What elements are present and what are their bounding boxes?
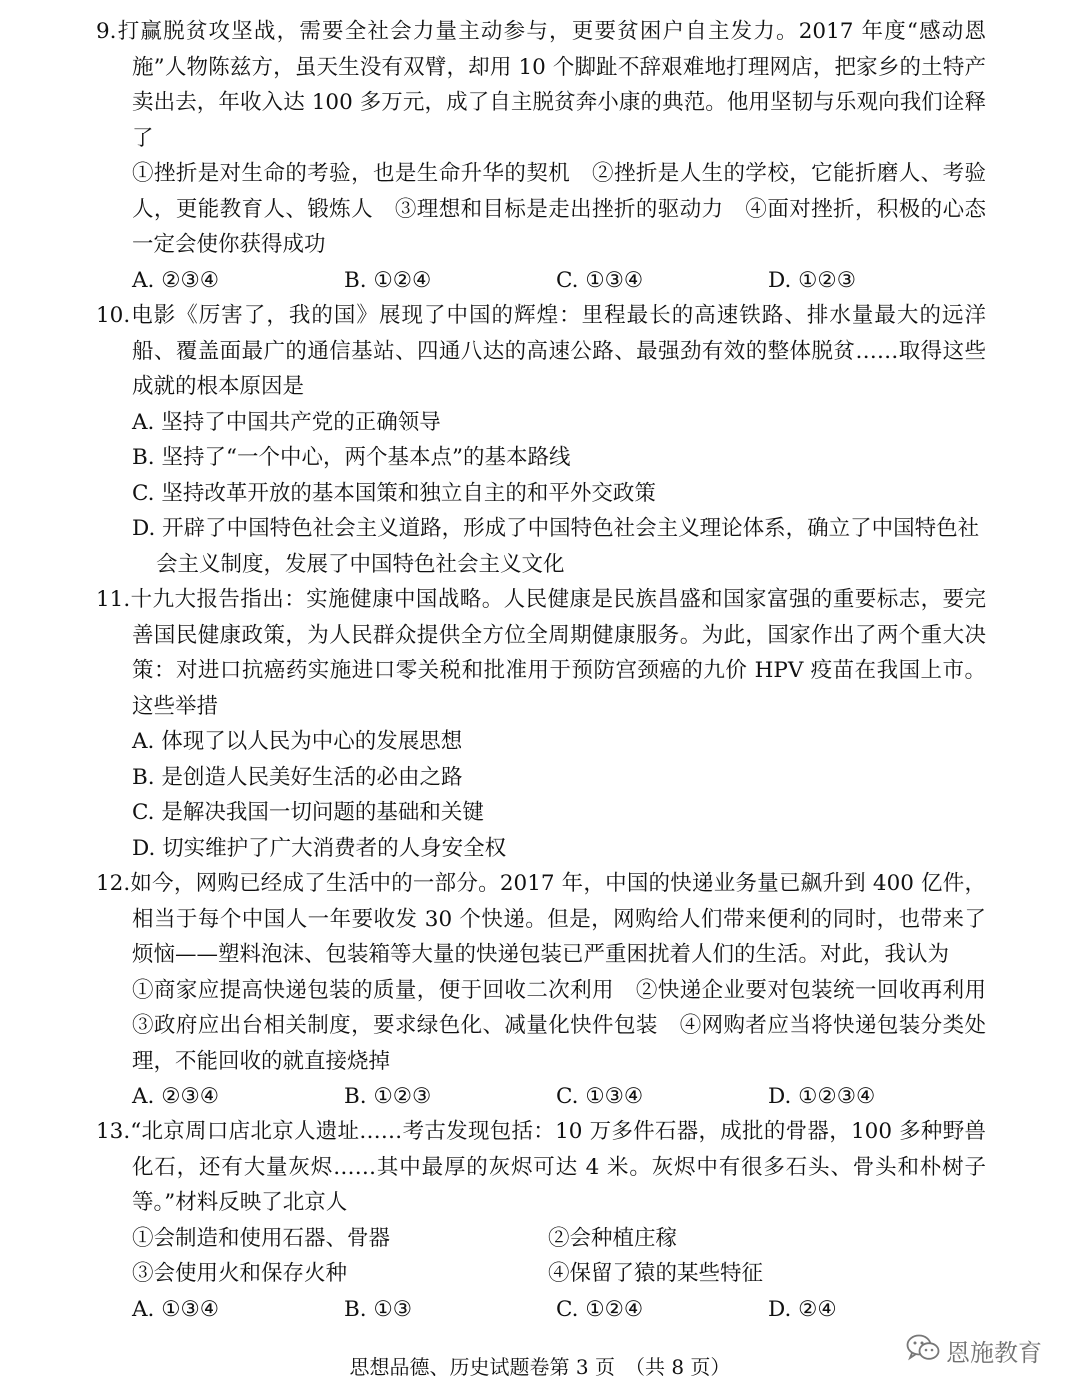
question-statements: ①挫折是对生命的考验，也是生命升华的契机 ②挫折是人生的学校，它能折磨人、考验人，更能教育人、锻炼人 ③理想和目标是走出挫折的驱动力 ④面对挫折，积极的心态一定会使你获得成功 bbox=[132, 161, 986, 257]
option-d[interactable]: D. 开辟了中国特色社会主义道路，形成了中国特色社会主义理论体系，确立了中国特色社会主义制度，发展了中国特色社会主义文化 bbox=[132, 516, 980, 577]
question-stem: 13.“北京周口店北京人遗址……考古发现包括：10 万多件石器，成批的骨器，100 多种野兽化石，还有大量灰烬……其中最厚的灰烬可达 4 米。灰烬中有很多石头、骨头和朴树子等。”材料反映了北京人 bbox=[96, 1119, 986, 1215]
question-stem: 12.如今，网购已经成了生活中的一部分。2017 年，中国的快递业务量已飙升到 400 亿件，相当于每个中国人一年要收发 30 个快递。但是，网购给人们带来便利的同时，也带来了烦恼——塑料泡沫、包装箱等大量的快递包装已严重困扰着人们的生活。对此，我认为 bbox=[96, 871, 986, 967]
option-b[interactable]: B. ①②③ bbox=[344, 1084, 432, 1109]
question-statements: ①商家应提高快递包装的质量，便于回收二次利用 ②快递企业要对包装统一回收再利用 ③政府应出台相关制度，要求绿色化、减量化快件包装 ④网购者应当将快递包装分类处理，不能回收的就直接烧掉 bbox=[132, 977, 1008, 1074]
option-d[interactable]: D. ①②③④ bbox=[768, 1084, 876, 1109]
question-13 bbox=[96, 1114, 986, 1327]
question-stem: 9.打赢脱贫攻坚战，需要全社会力量主动参与，更要贫困户自主发力。2017 年度“感动恩施”人物陈兹方，虽天生没有双臂，却用 10 个脚趾不辞艰难地打理网店，把家乡的土特产卖出去，年收入达 100 多万元，成了自主脱贫奔小康的典范。他用坚韧与乐观向我们诠释了 bbox=[96, 19, 986, 151]
option-c[interactable]: C. ①③④ bbox=[556, 267, 644, 293]
option-a[interactable]: A. ②③④ bbox=[132, 267, 220, 293]
option-b[interactable]: B. 坚持了“一个中心，两个基本点”的基本路线 bbox=[132, 445, 571, 470]
option-d[interactable]: D. ①②③ bbox=[768, 267, 856, 293]
options-row bbox=[96, 263, 986, 299]
option-a[interactable]: A. ②③④ bbox=[132, 1084, 220, 1109]
question-stem: 10.电影《厉害了，我的国》展现了中国的辉煌：里程最长的高速铁路、排水量最大的远洋船、覆盖面最广的通信基站、四通八达的高速公路、最强劲有效的整体脱贫……取得这些成就的根本原因是 bbox=[96, 303, 986, 399]
option-d[interactable]: D. ②④ bbox=[768, 1296, 837, 1322]
option-c[interactable]: C. 坚持改革开放的基本国策和独立自主的和平外交政策 bbox=[132, 480, 656, 506]
option-c[interactable]: C. ①③④ bbox=[556, 1084, 644, 1109]
option-b[interactable]: B. 是创造人民美好生活的必由之路 bbox=[132, 764, 463, 790]
options-row bbox=[96, 1292, 986, 1328]
question-9 bbox=[96, 14, 986, 298]
statement-3: ③会使用火和保存火种 bbox=[132, 1261, 348, 1286]
option-b[interactable]: B. ①③ bbox=[344, 1296, 413, 1322]
option-a[interactable]: A. 坚持了中国共产党的正确领导 bbox=[132, 409, 441, 435]
question-11 bbox=[96, 582, 986, 866]
option-a[interactable]: A. ①③④ bbox=[132, 1296, 220, 1322]
statement-1: ①会制造和使用石器、骨器 bbox=[132, 1225, 391, 1251]
question-10 bbox=[96, 298, 986, 582]
statement-4: ④保留了猿的某些特征 bbox=[548, 1261, 764, 1286]
page-footer: 思想品德、历史试题卷第 3 页 （共 8 页） bbox=[349, 1355, 731, 1379]
option-c[interactable]: C. ①②④ bbox=[556, 1296, 644, 1322]
option-a[interactable]: A. 体现了以人民为中心的发展思想 bbox=[132, 729, 463, 754]
options-row bbox=[96, 1079, 986, 1115]
option-c[interactable]: C. 是解决我国一切问题的基础和关键 bbox=[132, 800, 484, 825]
question-stem: 11.十九大报告指出：实施健康中国战略。人民健康是民族昌盛和国家富强的重要标志，要完善国民健康政策，为人民群众提供全方位全周期健康服务。为此，国家作出了两个重大决策：对进口抗癌药实施进口零关税和批准用于预防宫颈癌的九价 HPV 疫苗在我国上市。这些举措 bbox=[96, 587, 986, 719]
statement-2: ②会种植庄稼 bbox=[548, 1225, 678, 1251]
option-d[interactable]: D. 切实维护了广大消费者的人身安全权 bbox=[132, 835, 507, 861]
statements-grid bbox=[96, 1221, 986, 1292]
wechat-icon bbox=[906, 1334, 940, 1373]
question-12 bbox=[96, 866, 1008, 1115]
watermark-text: 恩施教育 bbox=[946, 1338, 1042, 1367]
option-b[interactable]: B. ①②④ bbox=[344, 267, 432, 293]
watermark bbox=[906, 1334, 1042, 1373]
